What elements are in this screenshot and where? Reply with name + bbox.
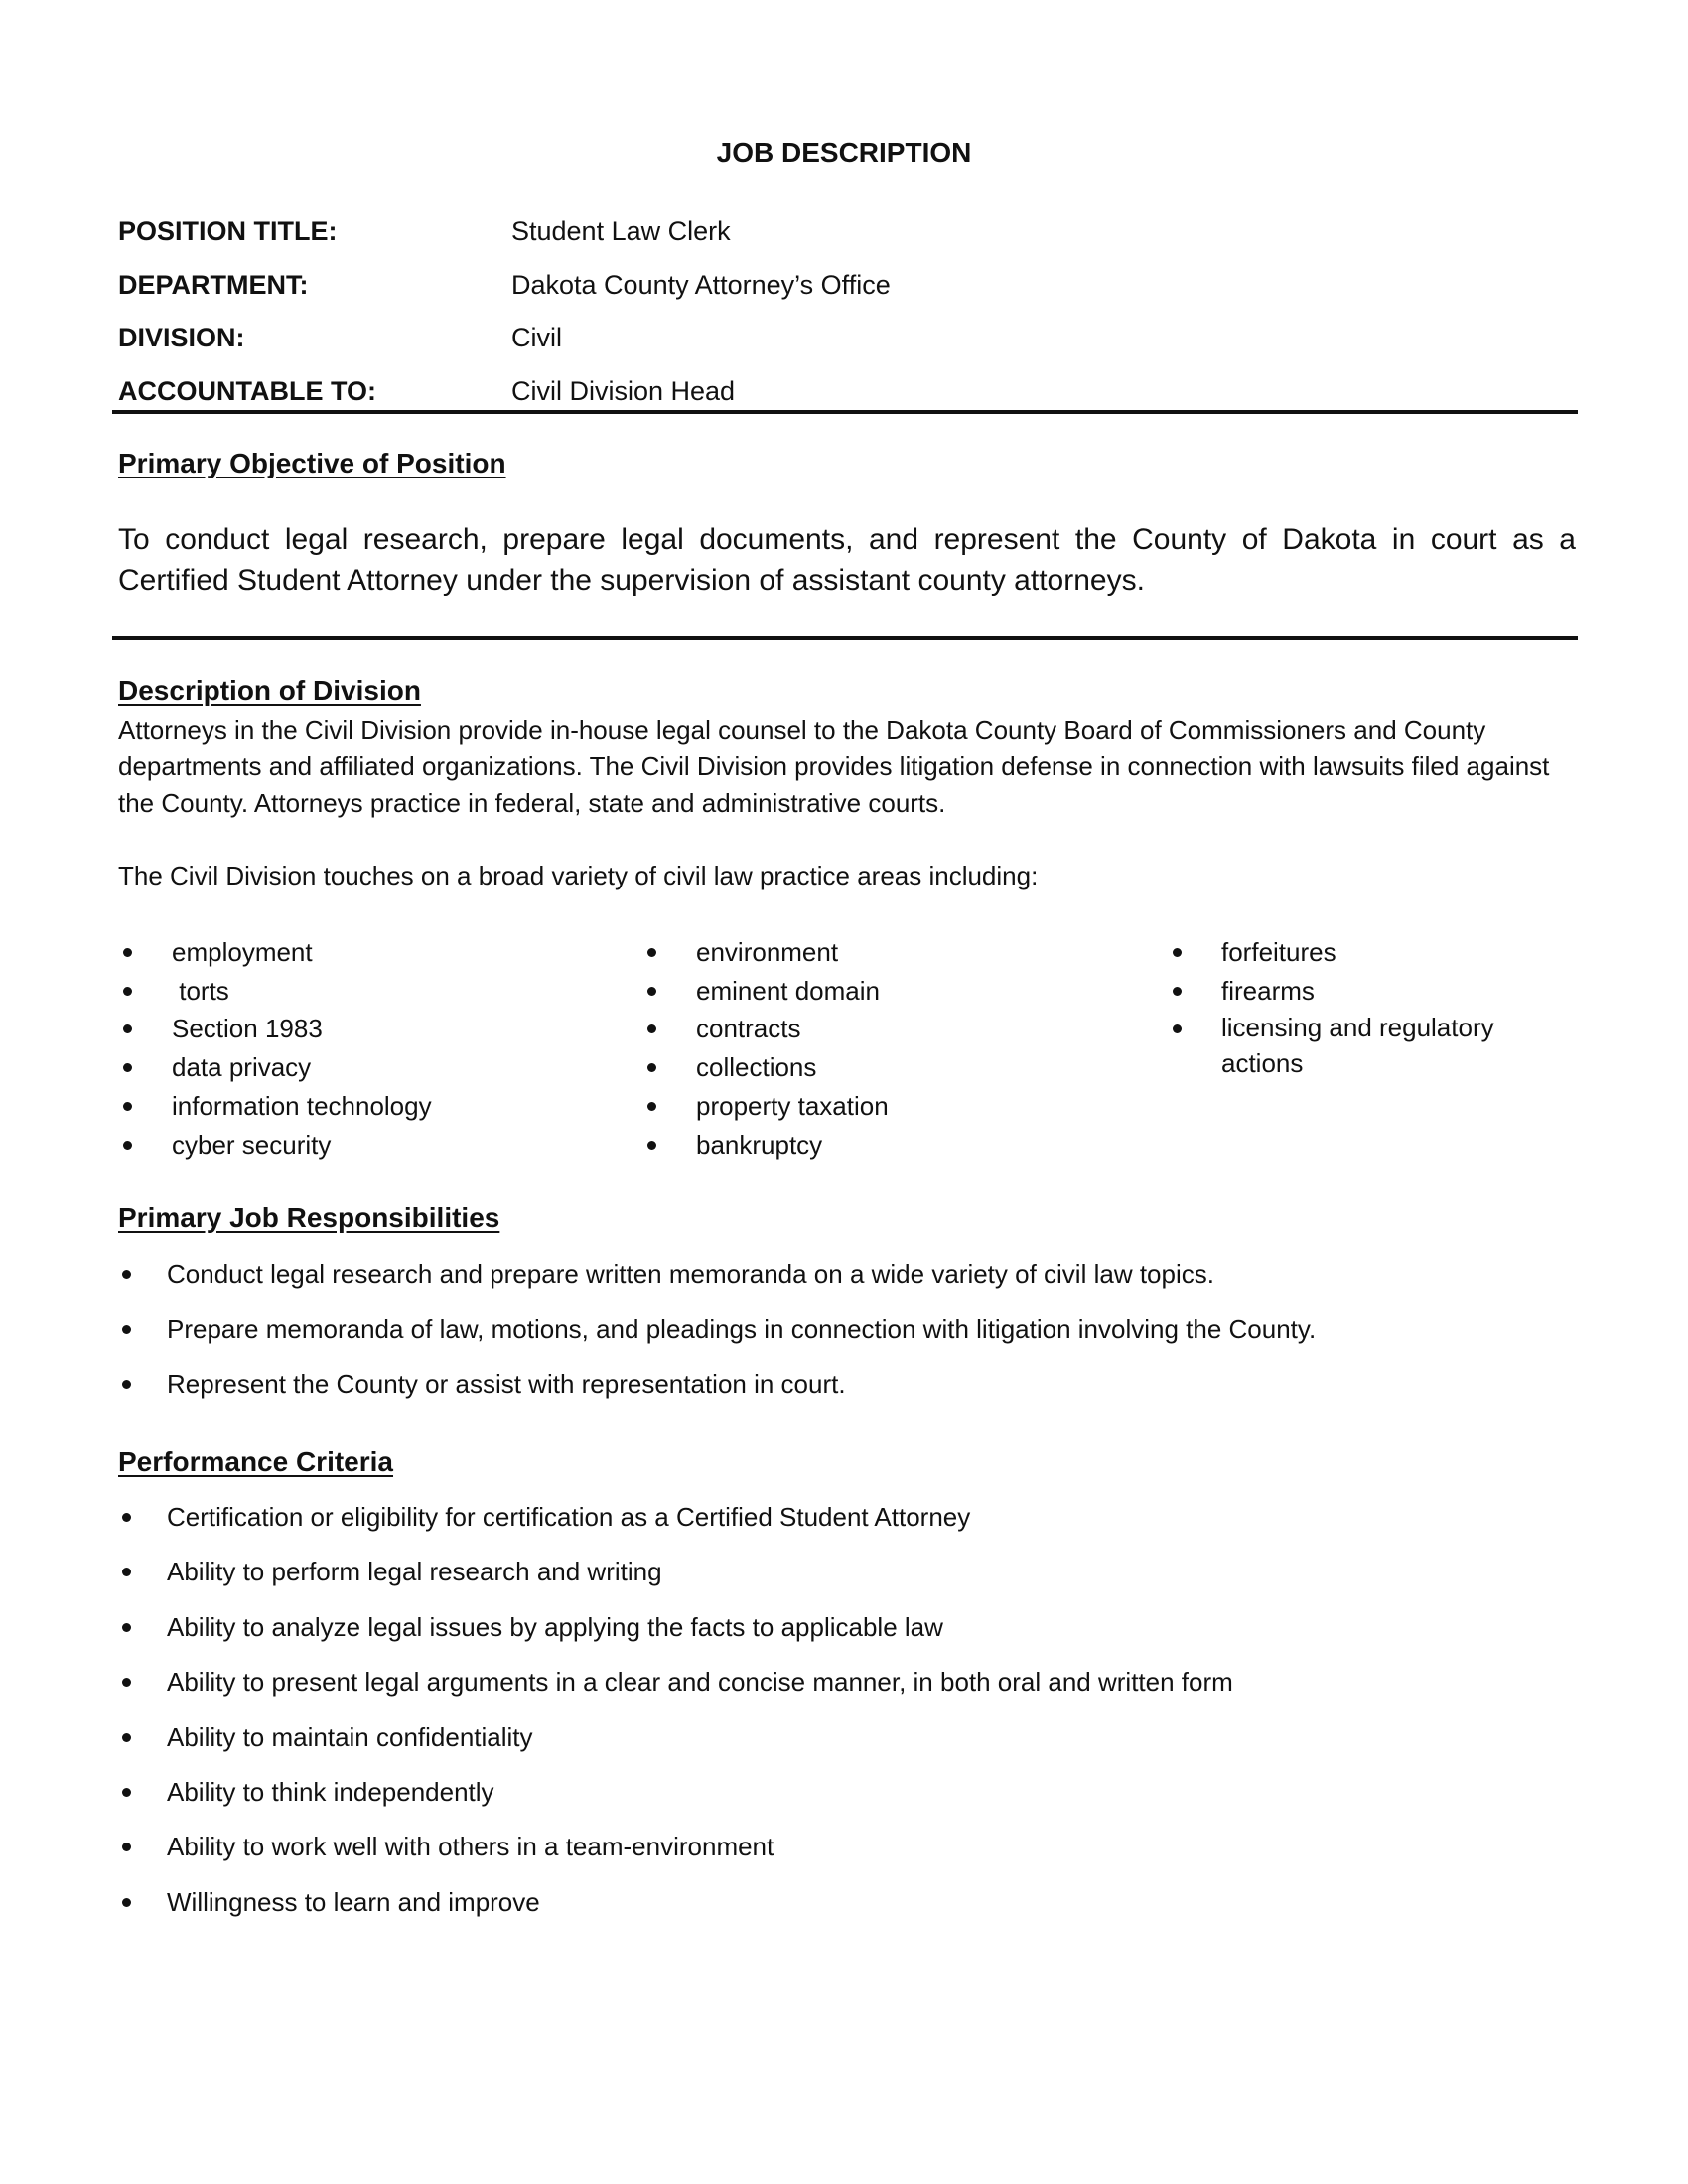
list-item: collections	[642, 1048, 889, 1087]
bullet-icon	[647, 948, 656, 957]
bullet-icon	[122, 1325, 131, 1334]
bullet-icon	[647, 1063, 656, 1072]
bullet-icon	[123, 987, 132, 996]
bullet-icon	[122, 1843, 131, 1851]
objective-heading: Primary Objective of Position	[118, 448, 506, 478]
division-value: Civil	[511, 323, 562, 352]
criteria-heading: Performance Criteria	[118, 1446, 394, 1477]
bullet-icon	[122, 1380, 131, 1389]
list-item: licensing and regulatory actions	[1168, 1010, 1549, 1081]
list-item: Ability to analyze legal issues by applying the facts to applicable law	[118, 1610, 1568, 1665]
objective-text: To conduct legal research, prepare legal documents, and represent the County of Dakota in court as a Certified Student Attorney under the supervision of assistant county attorneys.	[118, 523, 1576, 597]
list-item: Ability to perform legal research and writing	[118, 1555, 1568, 1609]
practice-areas-column-3	[1168, 933, 1549, 1081]
list-item: forfeitures	[1168, 933, 1549, 972]
list-item: Ability to present legal arguments in a clear and concise manner, in both oral and written form	[118, 1665, 1568, 1719]
bullet-icon	[123, 948, 132, 957]
list-item: firearms	[1168, 972, 1549, 1011]
bullet-icon	[122, 1270, 131, 1279]
division-description: Attorneys in the Civil Division provide in-house legal counsel to the Dakota County Board of Commissioners and County departments and affiliated organizations. The Civil Division provides litigation defense in connection with lawsuits filed against the County. Attorneys practice in federal, state and administrative courts.	[118, 715, 1550, 818]
department-label: DEPARTMENT:	[118, 270, 309, 300]
list-item: bankruptcy	[642, 1126, 889, 1164]
header-divider	[112, 410, 1578, 414]
criteria-list	[118, 1500, 1568, 1940]
list-item: property taxation	[642, 1087, 889, 1126]
position-title-value: Student Law Clerk	[511, 216, 731, 246]
bullet-icon	[647, 1141, 656, 1150]
list-item: data privacy	[118, 1048, 432, 1087]
list-item: torts	[118, 972, 432, 1011]
division-heading: Description of Division	[118, 675, 421, 706]
bullet-icon	[1173, 1024, 1182, 1033]
accountable-to-label: ACCOUNTABLE TO:	[118, 376, 376, 406]
list-item: Prepare memoranda of law, motions, and pleadings in connection with litigation involving the County.	[118, 1312, 1568, 1368]
bullet-icon	[122, 1678, 131, 1687]
bullet-icon	[1173, 948, 1182, 957]
bullet-icon	[122, 1788, 131, 1797]
bullet-icon	[123, 1102, 132, 1111]
list-item: cyber security	[118, 1126, 432, 1164]
objective-divider	[112, 636, 1578, 640]
list-item: environment	[642, 933, 889, 972]
list-item: Willingness to learn and improve	[118, 1885, 1568, 1940]
list-item: employment	[118, 933, 432, 972]
bullet-icon	[122, 1898, 131, 1907]
bullet-icon	[123, 1141, 132, 1150]
list-item: Conduct legal research and prepare written memoranda on a wide variety of civil law topics.	[118, 1257, 1568, 1312]
document-title: JOB DESCRIPTION	[716, 137, 972, 168]
bullet-icon	[122, 1568, 131, 1576]
list-item: contracts	[642, 1010, 889, 1048]
list-item: Certification or eligibility for certification as a Certified Student Attorney	[118, 1500, 1568, 1555]
list-item: Ability to work well with others in a team-environment	[118, 1830, 1568, 1884]
bullet-icon	[647, 1024, 656, 1033]
bullet-icon	[123, 1024, 132, 1033]
department-value: Dakota County Attorney’s Office	[511, 270, 891, 300]
list-item: information technology	[118, 1087, 432, 1126]
accountable-to-value: Civil Division Head	[511, 376, 736, 406]
position-title-label: POSITION TITLE:	[118, 216, 338, 246]
list-item: Section 1983	[118, 1010, 432, 1048]
bullet-icon	[122, 1623, 131, 1632]
list-item: Ability to think independently	[118, 1775, 1568, 1830]
bullet-icon	[647, 1102, 656, 1111]
practice-areas-intro: The Civil Division touches on a broad variety of civil law practice areas including:	[118, 861, 1039, 890]
practice-areas-column-1	[118, 933, 432, 1163]
list-item: Ability to maintain confidentiality	[118, 1720, 1568, 1775]
division-label: DIVISION:	[118, 323, 245, 352]
responsibilities-list	[118, 1257, 1568, 1423]
responsibilities-heading: Primary Job Responsibilities	[118, 1202, 500, 1233]
bullet-icon	[122, 1513, 131, 1522]
bullet-icon	[122, 1733, 131, 1742]
bullet-icon	[1173, 987, 1182, 996]
practice-areas-column-2	[642, 933, 889, 1163]
list-item: eminent domain	[642, 972, 889, 1011]
bullet-icon	[647, 987, 656, 996]
bullet-icon	[123, 1063, 132, 1072]
list-item: Represent the County or assist with representation in court.	[118, 1367, 1568, 1423]
